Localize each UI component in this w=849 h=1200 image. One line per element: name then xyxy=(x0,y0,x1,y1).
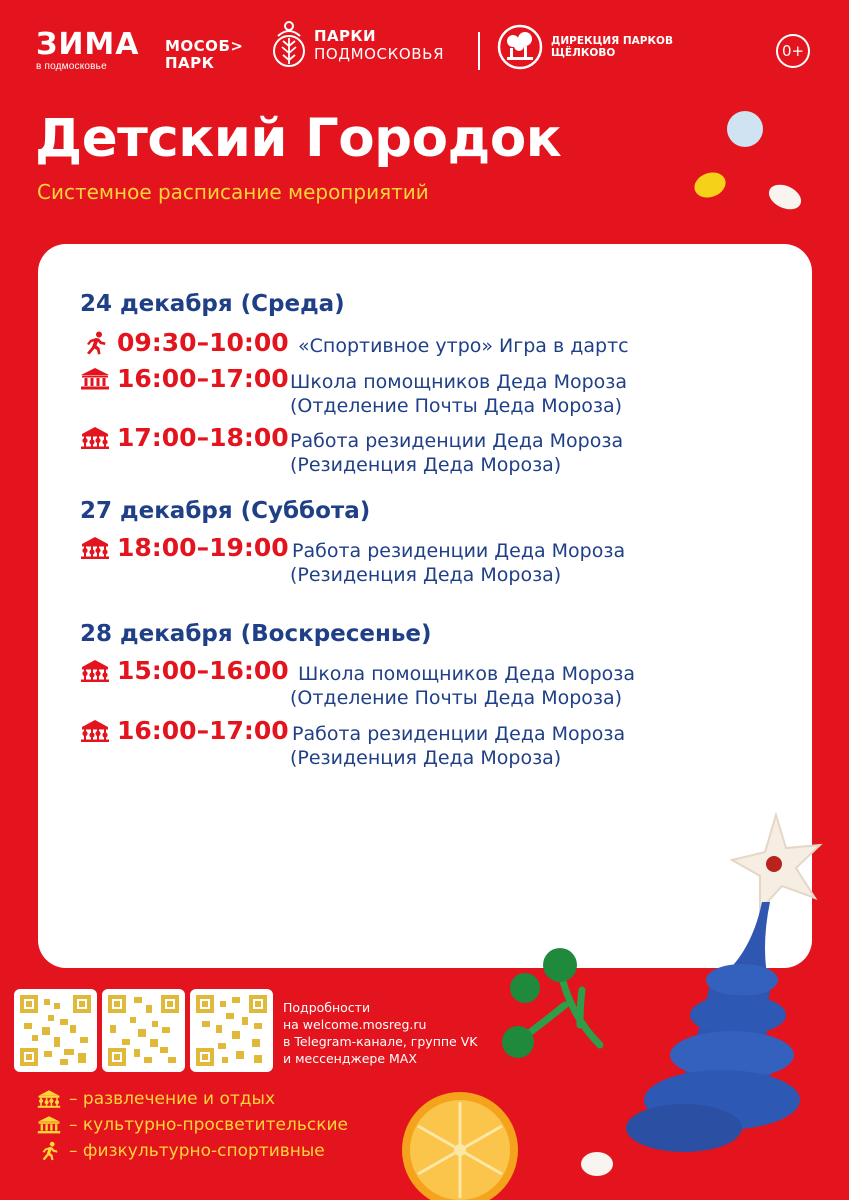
mosobpark-logo[interactable] xyxy=(165,38,243,72)
event-location: (Резиденция Деда Мороза) xyxy=(290,454,562,476)
qr-code-3[interactable] xyxy=(190,989,273,1072)
event-location: (Отделение Почты Деда Мороза) xyxy=(290,395,623,417)
day-heading-27: 27 декабря (Суббота) xyxy=(80,498,371,524)
header-divider xyxy=(478,32,480,70)
day-heading-24: 24 декабря (Среда) xyxy=(80,291,345,317)
parks-podmoskovya-logo[interactable] xyxy=(272,20,444,70)
event-time: 18:00–19:00 xyxy=(117,533,289,562)
legend-item-culture xyxy=(37,1114,348,1136)
page-title: Детский Городок xyxy=(35,108,562,169)
page-subtitle: Системное расписание мероприятий xyxy=(37,180,429,204)
event-time: 17:00–18:00 xyxy=(117,423,289,452)
event-name: Работа резиденции Деда Мороза xyxy=(292,723,626,745)
zima-logo[interactable] xyxy=(36,27,140,72)
confetti-decoration-bottom xyxy=(575,1140,625,1180)
event-time: 16:00–17:00 xyxy=(117,716,289,745)
culture-museum-icon xyxy=(80,367,110,391)
culture-museum-icon xyxy=(37,1115,61,1135)
event-name: «Спортивное утро» Игра в дартс xyxy=(298,335,629,357)
entertainment-carousel-icon xyxy=(80,536,110,560)
berry-branch-decoration xyxy=(490,945,620,1075)
sport-runner-icon xyxy=(37,1141,61,1161)
event-time: 16:00–17:00 xyxy=(117,364,289,393)
details-link[interactable]: на welcome.mosreg.ru xyxy=(283,1017,427,1032)
legend-label: – физкультурно-спортивные xyxy=(69,1141,325,1161)
details-line: и мессенджере MAX xyxy=(283,1051,417,1066)
entertainment-carousel-icon xyxy=(80,719,110,743)
leaf-emblem-icon xyxy=(272,20,306,70)
qr-code-icon xyxy=(20,995,91,1066)
zima-logo-subtext: в подмосковье xyxy=(36,61,107,72)
zima-logo-text: ЗИМА xyxy=(36,27,140,62)
qr-code-icon xyxy=(196,995,267,1066)
age-rating-badge: 0+ xyxy=(776,34,810,68)
event-time: 09:30–10:00 xyxy=(117,328,289,357)
direction-parks-logo[interactable] xyxy=(497,24,673,70)
event-name: Школа помощников Деда Мороза xyxy=(298,663,636,685)
day-heading-28: 28 декабря (Воскресенье) xyxy=(80,621,432,647)
orange-slice-decoration xyxy=(400,1090,520,1200)
entertainment-carousel-icon xyxy=(80,426,110,450)
details-line: в Telegram-канале, группе VK xyxy=(283,1034,478,1049)
event-location: (Резиденция Деда Мороза) xyxy=(290,747,562,769)
qr-code-icon xyxy=(108,995,179,1066)
event-location: (Резиденция Деда Мороза) xyxy=(290,564,562,586)
legend-item-sport xyxy=(37,1140,325,1162)
direction-logo-line2: ЩЁЛКОВО xyxy=(551,47,616,59)
qr-code-2[interactable] xyxy=(102,989,185,1072)
event-name: Школа помощников Деда Мороза xyxy=(290,371,628,393)
parks-logo-line1: ПАРКИ xyxy=(314,27,376,45)
details-text xyxy=(283,999,477,1067)
event-name: Работа резиденции Деда Мороза xyxy=(292,540,626,562)
legend-item-entertainment xyxy=(37,1088,275,1110)
event-location: (Отделение Почты Деда Мороза) xyxy=(290,687,623,709)
mosobpark-line1: МОСОБ> xyxy=(165,37,244,55)
event-time: 15:00–16:00 xyxy=(117,656,289,685)
legend-label: – развлечение и отдых xyxy=(69,1089,276,1109)
qr-code-1[interactable] xyxy=(14,989,97,1072)
sport-runner-icon xyxy=(80,331,110,355)
details-line: Подробности xyxy=(283,1000,371,1015)
entertainment-carousel-icon xyxy=(80,659,110,683)
mosobpark-line2: ПАРК xyxy=(165,54,215,72)
direction-logo-line1: ДИРЕКЦИЯ ПАРКОВ xyxy=(551,35,673,47)
entertainment-carousel-icon xyxy=(37,1089,61,1109)
confetti-decoration xyxy=(690,105,810,215)
legend-label: – культурно-просветительские xyxy=(69,1115,348,1135)
park-emblem-icon xyxy=(497,24,543,70)
event-name: Работа резиденции Деда Мороза xyxy=(290,430,624,452)
parks-logo-line2: ПОДМОСКОВЬЯ xyxy=(314,45,445,63)
christmas-tree-decoration xyxy=(610,810,835,1155)
